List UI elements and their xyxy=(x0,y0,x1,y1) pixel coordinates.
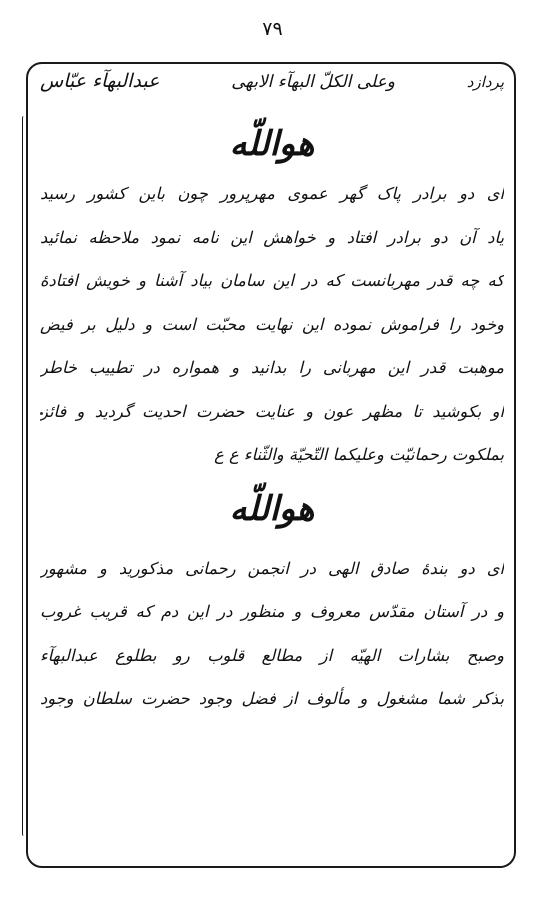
manuscript-text xyxy=(40,70,504,721)
text-line: ای دو برادر پاک گهر عموی مهرپرور چون باین کشور رسید xyxy=(40,184,504,203)
tablet-1-header xyxy=(40,70,504,116)
text-line: بذکر شما مشغول و مألوف از فضل وجود حضرت سلطان وجود xyxy=(40,689,504,708)
tablet-1-body xyxy=(40,172,504,477)
header-signature: عبدالبهآء عبّاس xyxy=(40,70,160,92)
tablet-2-invocation: هواللّه xyxy=(229,488,315,529)
header-closing-word: پردازد xyxy=(466,73,504,91)
text-line: بملکوت رحمانیّت وعلیکما التّحیّة والثّناء ع ع xyxy=(214,445,504,464)
text-line: یاد آن دو برادر افتاد و خواهش این نامه نمود ملاحظه نمائید xyxy=(40,227,504,247)
text-line: که چه قدر مهربانست که در این سامان بیاد آشنا و خویش افتادهٔ xyxy=(40,271,504,290)
tablet-1-invocation: هواللّه xyxy=(229,124,315,164)
header-salutation: وعلی الکلّ البهآء الابهی xyxy=(231,72,395,92)
text-line: موهبت قدر این مهربانی را بدانید و همواره در تطییب خاطر xyxy=(40,358,504,377)
tablet-2-body xyxy=(40,547,504,721)
text-line: وخود را فراموش نموده این نهایت محبّت است و دلیل بر فیض xyxy=(40,314,504,334)
text-line: او بکوشید تا مظهر عون و عنایت حضرت احدیت گردید و فائز xyxy=(40,401,504,421)
page-number: ۷۹ xyxy=(262,18,283,40)
text-line: و در آستان مقدّس معروف و منظور در این دم که قریب غروب xyxy=(40,602,504,621)
text-line: ای دو بندهٔ صادق الهی در انجمن رحمانی مذکورید و مشهور xyxy=(40,558,504,578)
text-line: وصبح بشارات الهیّه از مطالع قلوب رو بطلوع عبدالبهآء xyxy=(40,645,504,665)
